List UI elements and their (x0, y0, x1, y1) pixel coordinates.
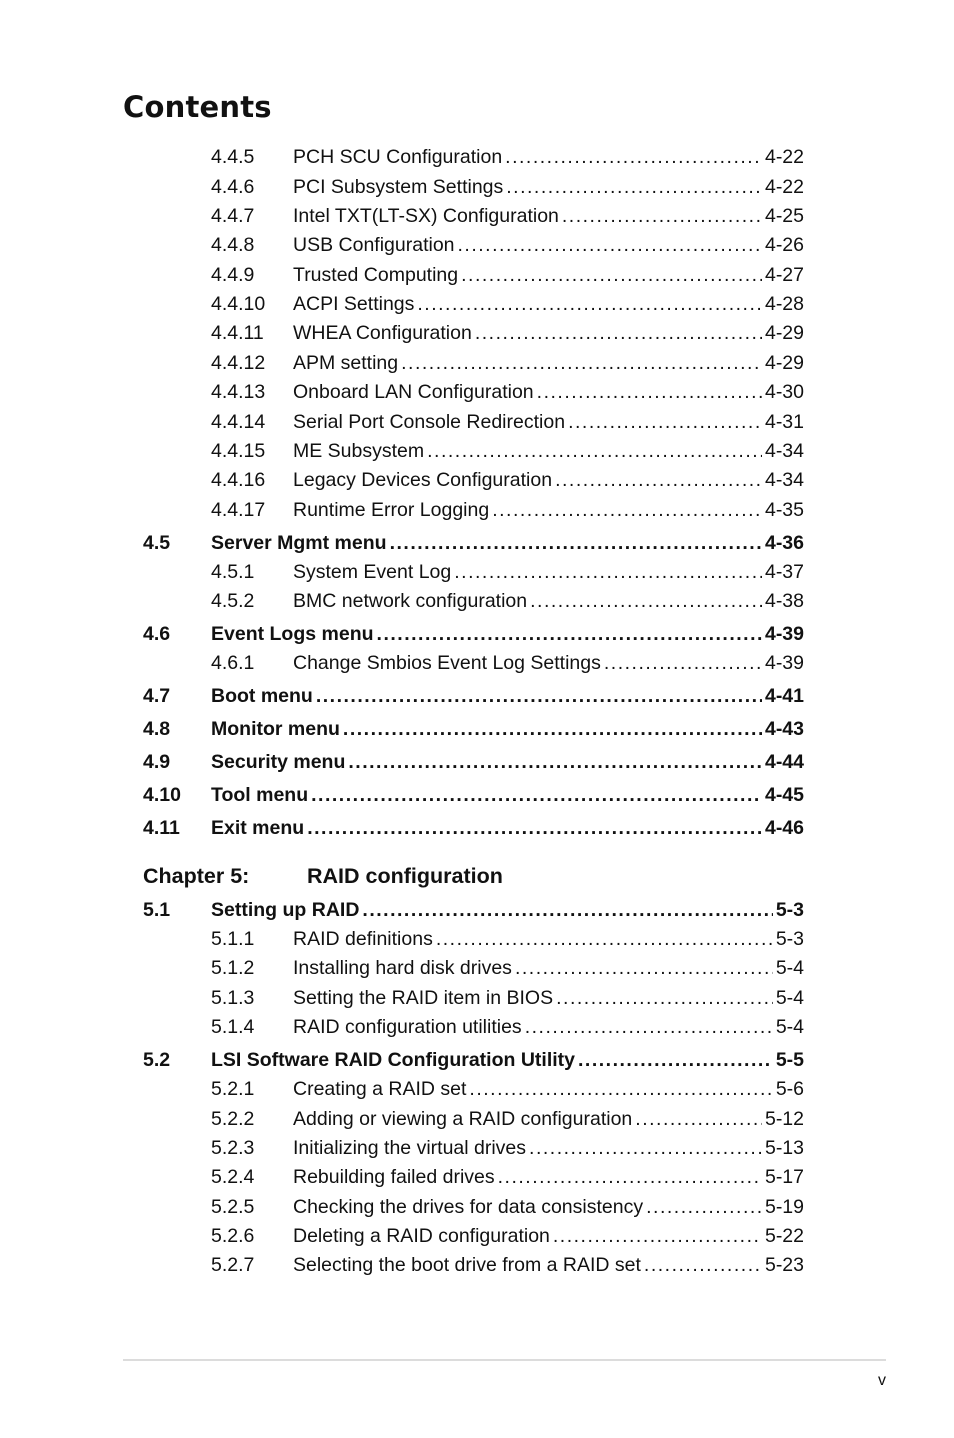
toc-entry-title: Event Logs menu (211, 623, 374, 645)
toc-entry-page: 5-4 (775, 987, 804, 1009)
toc-entry-number: 4.4.11 (211, 322, 264, 344)
toc-entry-title: Tool menu (211, 784, 309, 806)
toc-subsection-entry[interactable] (143, 205, 804, 231)
toc-entry-number: 4.5.2 (211, 590, 255, 612)
toc-dot-leader (348, 751, 762, 774)
toc-entry-number: 5.1.4 (211, 1016, 255, 1038)
toc-subsection-entry[interactable] (143, 1166, 804, 1192)
toc-section-entry[interactable] (143, 1049, 804, 1075)
toc-dot-leader (556, 987, 773, 1010)
toc-dot-leader (505, 146, 762, 169)
toc-entry-number: 4.4.7 (211, 205, 255, 227)
toc-dot-leader (525, 1016, 773, 1039)
toc-entry-page: 4-43 (764, 718, 804, 740)
toc-dot-leader (454, 561, 762, 584)
toc-entry-title: Adding or viewing a RAID configuration (293, 1108, 633, 1130)
toc-subsection-entry[interactable] (143, 440, 804, 466)
toc-subsection-entry[interactable] (143, 352, 804, 378)
toc-entry-title: RAID definitions (293, 928, 433, 950)
toc-entry-number: 4.4.16 (211, 469, 266, 491)
toc-entry-title: PCH SCU Configuration (293, 146, 503, 168)
toc-dot-leader (568, 411, 762, 434)
toc-entry-number: 5.2.2 (211, 1108, 255, 1130)
toc-entry-title: ME Subsystem (293, 440, 425, 462)
toc-subsection-entry[interactable] (143, 234, 804, 260)
toc-entry-title: Serial Port Console Redirection (293, 411, 566, 433)
toc-subsection-entry[interactable] (143, 469, 804, 495)
toc-entry-title: Change Smbios Event Log Settings (293, 652, 601, 674)
toc-entry-page: 4-34 (764, 440, 804, 462)
toc-dot-leader (362, 899, 772, 922)
toc-dot-leader (311, 784, 762, 807)
toc-entry-title: BMC network configuration (293, 590, 528, 612)
toc-dot-leader (343, 718, 762, 741)
toc-entry-title: Exit menu (211, 817, 305, 839)
toc-entry-page: 5-4 (775, 957, 804, 979)
toc-entry-number: 5.2.4 (211, 1166, 255, 1188)
toc-entry-number: 4.8 (143, 718, 171, 740)
toc-entry-page: 4-38 (764, 590, 804, 612)
toc-entry-page: 5-19 (764, 1196, 804, 1218)
page-title: Contents (123, 90, 272, 124)
toc-dot-leader (578, 1049, 773, 1072)
toc-subsection-entry[interactable] (143, 264, 804, 290)
toc-entry-number: 5.1.3 (211, 987, 255, 1009)
toc-entry-page: 4-22 (764, 176, 804, 198)
toc-entry-page: 4-30 (764, 381, 804, 403)
toc-entry-number: 5.2.5 (211, 1196, 255, 1218)
toc-entry-number: 5.2.6 (211, 1225, 255, 1247)
toc-section-entry[interactable] (143, 623, 804, 649)
toc-dot-leader (316, 685, 762, 708)
toc-subsection-entry[interactable] (143, 499, 804, 525)
toc-dot-leader (498, 1166, 762, 1189)
toc-entry-title: Server Mgmt menu (211, 532, 387, 554)
toc-subsection-entry[interactable] (143, 293, 804, 319)
toc-entry-page: 4-46 (764, 817, 804, 839)
toc-dot-leader (390, 532, 762, 555)
toc-subsection-entry[interactable] (143, 590, 804, 616)
toc-entry-title: Deleting a RAID configuration (293, 1225, 550, 1247)
toc-section-entry[interactable] (143, 899, 804, 925)
toc-entry-title: Installing hard disk drives (293, 957, 512, 979)
toc-dot-leader (436, 928, 773, 951)
toc-dot-leader (529, 1137, 762, 1160)
toc-subsection-entry[interactable] (143, 176, 804, 202)
toc-section-entry[interactable] (143, 751, 804, 777)
toc-entry-page: 5-17 (764, 1166, 804, 1188)
toc-entry-number: 4.5 (143, 532, 171, 554)
toc-dot-leader (401, 352, 762, 375)
toc-entry-page: 4-25 (764, 205, 804, 227)
toc-subsection-entry[interactable] (143, 1137, 804, 1163)
toc-entry-page: 4-41 (764, 685, 804, 707)
toc-subsection-entry[interactable] (143, 1196, 804, 1222)
toc-dot-leader (553, 1225, 762, 1248)
toc-entry-number: 4.4.13 (211, 381, 266, 403)
toc-subsection-entry[interactable] (143, 987, 804, 1013)
toc-entry-page: 4-26 (764, 234, 804, 256)
toc-entry-number: 5.1.2 (211, 957, 255, 979)
toc-entry-page: 5-3 (775, 899, 804, 921)
toc-entry-title: Security menu (211, 751, 346, 773)
toc-entry-page: 4-22 (764, 146, 804, 168)
toc-entry-number: 4.4.12 (211, 352, 266, 374)
toc-entry-title: System Event Log (293, 561, 452, 583)
toc-entry-number: 4.9 (143, 751, 171, 773)
toc-entry-title: Onboard LAN Configuration (293, 381, 534, 403)
toc-subsection-entry[interactable] (143, 1078, 804, 1104)
toc-entry-page: 4-36 (764, 532, 804, 554)
toc-dot-leader (530, 590, 762, 613)
toc-subsection-entry[interactable] (143, 411, 804, 437)
toc-entry-page: 5-23 (764, 1254, 804, 1276)
toc-dot-leader (506, 176, 762, 199)
chapter-heading (143, 864, 503, 889)
toc-dot-leader (461, 264, 762, 287)
toc-subsection-entry[interactable] (143, 928, 804, 954)
toc-entry-page: 5-5 (775, 1049, 804, 1071)
toc-entry-page: 4-35 (764, 499, 804, 521)
toc-entry-page: 4-31 (764, 411, 804, 433)
toc-entry-number: 5.2.1 (211, 1078, 255, 1100)
toc-dot-leader (492, 499, 762, 522)
toc-section-entry[interactable] (143, 685, 804, 711)
toc-entry-page: 4-39 (764, 623, 804, 645)
toc-entry-title: Monitor menu (211, 718, 340, 740)
toc-entry-page: 4-29 (764, 322, 804, 344)
toc-entry-number: 4.4.9 (211, 264, 255, 286)
toc-entry-number: 5.2 (143, 1049, 171, 1071)
toc-dot-leader (469, 1078, 772, 1101)
toc-entry-title: Intel TXT(LT-SX) Configuration (293, 205, 559, 227)
toc-entry-title: Selecting the boot drive from a RAID set (293, 1254, 641, 1276)
toc-entry-number: 5.1.1 (211, 928, 255, 950)
toc-entry-number: 4.4.14 (211, 411, 266, 433)
toc-entry-page: 5-13 (764, 1137, 804, 1159)
toc-dot-leader (646, 1196, 762, 1219)
toc-entry-number: 4.4.17 (211, 499, 266, 521)
toc-entry-title: APM setting (293, 352, 399, 374)
toc-entry-page: 5-4 (775, 1016, 804, 1038)
toc-entry-page: 4-28 (764, 293, 804, 315)
toc-entry-number: 4.5.1 (211, 561, 255, 583)
toc-entry-page: 4-34 (764, 469, 804, 491)
toc-section-entry[interactable] (143, 718, 804, 744)
toc-subsection-entry[interactable] (143, 957, 804, 983)
toc-dot-leader (515, 957, 773, 980)
toc-entry-title: Setting the RAID item in BIOS (293, 987, 554, 1009)
toc-entry-title: Checking the drives for data consistency (293, 1196, 644, 1218)
toc-entry-title: PCI Subsystem Settings (293, 176, 504, 198)
toc-dot-leader (377, 623, 762, 646)
toc-entry-number: 4.6 (143, 623, 171, 645)
toc-dot-leader (537, 381, 762, 404)
toc-entry-number: 4.4.15 (211, 440, 266, 462)
toc-entry-page: 4-45 (764, 784, 804, 806)
toc-entry-number: 5.2.7 (211, 1254, 255, 1276)
toc-entry-title: USB Configuration (293, 234, 455, 256)
toc-dot-leader (458, 234, 762, 257)
toc-entry-title: Legacy Devices Configuration (293, 469, 553, 491)
toc-entry-page: 4-37 (764, 561, 804, 583)
toc-subsection-entry[interactable] (143, 1254, 804, 1280)
toc-dot-leader (307, 817, 762, 840)
toc-subsection-entry[interactable] (143, 1016, 804, 1042)
toc-entry-page: 5-22 (764, 1225, 804, 1247)
toc-entry-number: 4.6.1 (211, 652, 255, 674)
toc-entry-page: 5-12 (764, 1108, 804, 1130)
toc-entry-number: 5.1 (143, 899, 171, 921)
toc-entry-title: WHEA Configuration (293, 322, 472, 344)
toc-entry-title: Runtime Error Logging (293, 499, 490, 521)
toc-entry-page: 4-27 (764, 264, 804, 286)
toc-dot-leader (475, 322, 762, 345)
toc-entry-page: 5-6 (775, 1078, 804, 1100)
toc-subsection-entry[interactable] (143, 322, 804, 348)
toc-subsection-entry[interactable] (143, 1225, 804, 1251)
toc-subsection-entry[interactable] (143, 1108, 804, 1134)
toc-dot-leader (562, 205, 762, 228)
footer-divider (123, 1359, 886, 1361)
toc-dot-leader (635, 1108, 762, 1131)
toc-entry-title: Setting up RAID (211, 899, 360, 921)
toc-entry-page: 5-3 (775, 928, 804, 950)
toc-entry-number: 4.4.5 (211, 146, 255, 168)
toc-entry-title: Initializing the virtual drives (293, 1137, 527, 1159)
toc-entry-number: 4.4.6 (211, 176, 255, 198)
toc-entry-title: Trusted Computing (293, 264, 459, 286)
toc-entry-number: 4.10 (143, 784, 181, 806)
toc-entry-page: 4-44 (764, 751, 804, 773)
toc-section-entry[interactable] (143, 532, 804, 558)
toc-entry-page: 4-39 (764, 652, 804, 674)
toc-dot-leader (417, 293, 762, 316)
toc-entry-title: Boot menu (211, 685, 313, 707)
toc-entry-title: Rebuilding failed drives (293, 1166, 495, 1188)
toc-entry-page: 4-29 (764, 352, 804, 374)
toc-entry-number: 5.2.3 (211, 1137, 255, 1159)
toc-section-entry[interactable] (143, 817, 804, 843)
toc-dot-leader (427, 440, 762, 463)
toc-dot-leader (604, 652, 762, 675)
toc-subsection-entry[interactable] (143, 652, 804, 678)
toc-entry-number: 4.11 (143, 817, 180, 839)
toc-entry-title: LSI Software RAID Configuration Utility (211, 1049, 575, 1071)
toc-entry-title: ACPI Settings (293, 293, 415, 315)
chapter-label: Chapter 5: (143, 864, 250, 888)
toc-section-entry[interactable] (143, 784, 804, 810)
toc-dot-leader (555, 469, 762, 492)
page-number: v (878, 1372, 886, 1389)
toc-entry-title: RAID configuration utilities (293, 1016, 522, 1038)
chapter-title: RAID configuration (307, 864, 503, 888)
toc-entry-title: Creating a RAID set (293, 1078, 467, 1100)
toc-entry-number: 4.4.10 (211, 293, 266, 315)
toc-subsection-entry[interactable] (143, 146, 804, 172)
toc-entry-number: 4.4.8 (211, 234, 255, 256)
toc-entry-number: 4.7 (143, 685, 171, 707)
toc-dot-leader (644, 1254, 762, 1277)
toc-subsection-entry[interactable] (143, 381, 804, 407)
toc-subsection-entry[interactable] (143, 561, 804, 587)
